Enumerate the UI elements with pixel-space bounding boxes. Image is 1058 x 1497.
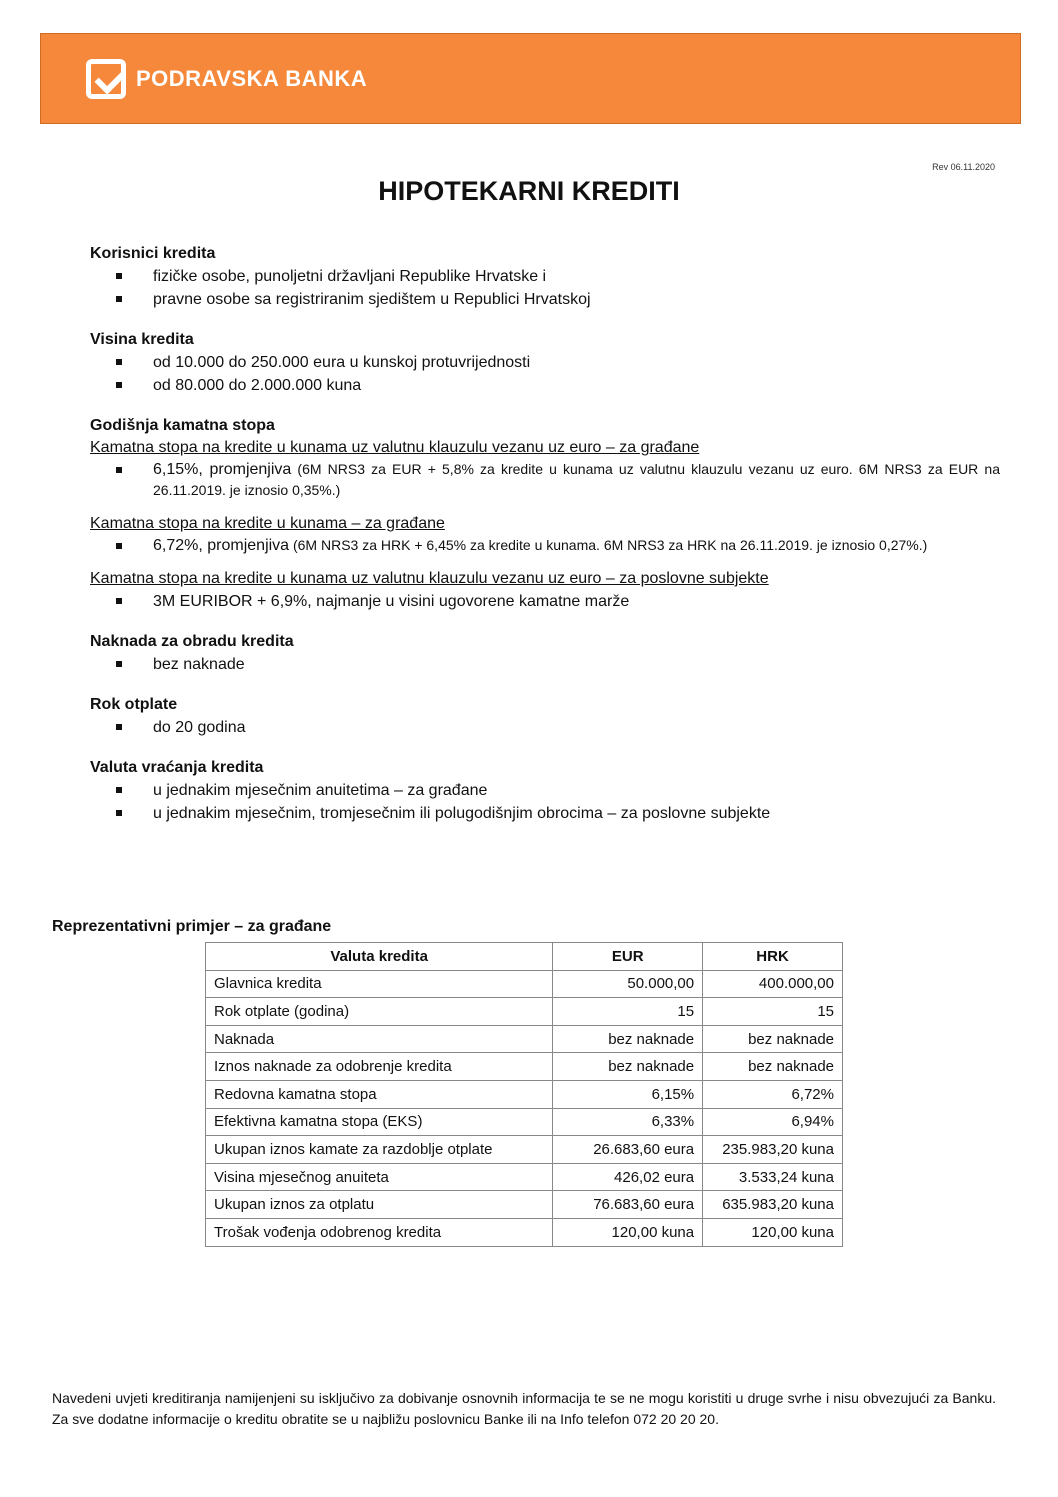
list-item: od 80.000 do 2.000.000 kuna [90, 374, 1000, 397]
cell-value: 120,00 kuna [703, 1218, 843, 1246]
list-item: fizičke osobe, punoljetni državljani Republike Hrvatske i [90, 265, 1000, 288]
revision-label: Rev 06.11.2020 [932, 162, 995, 172]
cell-value: 26.683,60 eura [553, 1136, 703, 1164]
table-row [206, 1136, 843, 1164]
cell-value: 6,33% [553, 1108, 703, 1136]
bullet-list [90, 265, 1000, 311]
subheading: Kamatna stopa na kredite u kunama uz valutnu klauzulu vezanu uz euro – za građane [90, 439, 700, 456]
bullet-list [90, 535, 1000, 556]
list-item: 3M EURIBOR + 6,9%, najmanje u visini ugovorene kamatne marže [90, 590, 1000, 613]
row-label: Efektivna kamatna stopa (EKS) [206, 1108, 553, 1136]
list-item: u jednakim mjesečnim anuitetima – za građane [90, 779, 1000, 802]
example-heading: Reprezentativni primjer – za građane [52, 918, 332, 935]
cell-value: 6,15% [553, 1080, 703, 1108]
brand-name: PODRAVSKA BANKA [136, 66, 368, 91]
list-item [90, 459, 1000, 501]
bank-logo [86, 59, 367, 99]
table-header-row [206, 943, 843, 971]
section-heading: Godišnja kamatna stopa [90, 417, 275, 434]
cell-value: bez naknade [703, 1053, 843, 1081]
table-row [206, 1053, 843, 1081]
bullet-list [90, 653, 1000, 676]
section-rok [90, 694, 1000, 739]
row-label: Trošak vođenja odobrenog kredita [206, 1218, 553, 1246]
cell-value: 6,94% [703, 1108, 843, 1136]
cell-value: 15 [703, 998, 843, 1026]
section-valuta [90, 757, 1000, 825]
example-table [205, 942, 843, 1247]
cell-value: 120,00 kuna [553, 1218, 703, 1246]
row-label: Ukupan iznos kamate za razdoblje otplate [206, 1136, 553, 1164]
row-label: Glavnica kredita [206, 970, 553, 998]
cell-value: 400.000,00 [703, 970, 843, 998]
checkmark-square-icon [86, 59, 126, 99]
cell-value: bez naknade [553, 1025, 703, 1053]
rate-value: 6,72%, promjenjiva [153, 537, 290, 554]
section-heading: Rok otplate [90, 696, 178, 713]
bullet-list [90, 590, 1000, 613]
row-label: Iznos naknade za odobrenje kredita [206, 1053, 553, 1081]
page-title: HIPOTEKARNI KREDITI [378, 176, 680, 206]
section-heading: Korisnici kredita [90, 245, 216, 262]
section-kamata [90, 415, 1000, 613]
cell-value: 635.983,20 kuna [703, 1191, 843, 1219]
cell-value: 15 [553, 998, 703, 1026]
rate-value: 6,15%, promjenjiva [153, 461, 292, 478]
section-heading: Valuta vraćanja kredita [90, 759, 264, 776]
table-row [206, 970, 843, 998]
subheading: Kamatna stopa na kredite u kunama uz valutnu klauzulu vezanu uz euro – za poslovne subjekte [90, 570, 769, 587]
list-item: bez naknade [90, 653, 1000, 676]
cell-value: bez naknade [703, 1025, 843, 1053]
row-label: Naknada [206, 1025, 553, 1053]
cell-value: bez naknade [553, 1053, 703, 1081]
column-header: EUR [553, 943, 703, 971]
row-label: Visina mjesečnog anuiteta [206, 1163, 553, 1191]
list-item: pravne osobe sa registriranim sjedištem u Republici Hrvatskoj [90, 288, 1000, 311]
table-row [206, 998, 843, 1026]
cell-value: 6,72% [703, 1080, 843, 1108]
list-item: od 10.000 do 250.000 eura u kunskoj protuvrijednosti [90, 351, 1000, 374]
bullet-list [90, 779, 1000, 825]
row-label: Rok otplate (godina) [206, 998, 553, 1026]
document-body [90, 243, 1000, 843]
section-heading: Naknada za obradu kredita [90, 633, 294, 650]
list-item [90, 535, 1000, 556]
cell-value: 76.683,60 eura [553, 1191, 703, 1219]
bullet-list [90, 459, 1000, 501]
bullet-list [90, 351, 1000, 397]
table-row [206, 1163, 843, 1191]
table-row [206, 1080, 843, 1108]
column-header: Valuta kredita [206, 943, 553, 971]
header-banner [40, 33, 1021, 124]
footer-disclaimer: Navedeni uvjeti kreditiranja namijenjeni su isključivo za dobivanje osnovnih informacija te se ne mogu koristiti u druge svrhe i nisu obvezujući za Banku. Za sve dodatne informacije o kreditu obratite se u najbližu poslovnicu Banke ili na Info telefon 072 20 20 20. [52, 1390, 996, 1427]
table-row [206, 1191, 843, 1219]
table-row [206, 1025, 843, 1053]
list-item: do 20 godina [90, 716, 1000, 739]
subheading: Kamatna stopa na kredite u kunama – za građane [90, 515, 445, 532]
section-naknada [90, 631, 1000, 676]
cell-value: 3.533,24 kuna [703, 1163, 843, 1191]
cell-value: 50.000,00 [553, 970, 703, 998]
rate-detail: (6M NRS3 za EUR + 5,8% za kredite u kunama uz valutnu klauzulu vezanu uz euro. 6M NRS3 za EUR na 26.11.2019. je iznosio 0,35%.) [153, 461, 1000, 498]
table-row [206, 1218, 843, 1246]
section-korisnici [90, 243, 1000, 311]
bullet-list [90, 716, 1000, 739]
cell-value: 426,02 eura [553, 1163, 703, 1191]
section-visina [90, 329, 1000, 397]
section-heading: Visina kredita [90, 331, 194, 348]
row-label: Ukupan iznos za otplatu [206, 1191, 553, 1219]
list-item: u jednakim mjesečnim, tromjesečnim ili polugodišnjim obrocima – za poslovne subjekte [90, 802, 1000, 825]
row-label: Redovna kamatna stopa [206, 1080, 553, 1108]
rate-detail: (6M NRS3 za HRK + 6,45% za kredite u kunama. 6M NRS3 za HRK na 26.11.2019. je iznosio 0,27%.) [289, 537, 928, 553]
cell-value: 235.983,20 kuna [703, 1136, 843, 1164]
table-row [206, 1108, 843, 1136]
column-header: HRK [703, 943, 843, 971]
